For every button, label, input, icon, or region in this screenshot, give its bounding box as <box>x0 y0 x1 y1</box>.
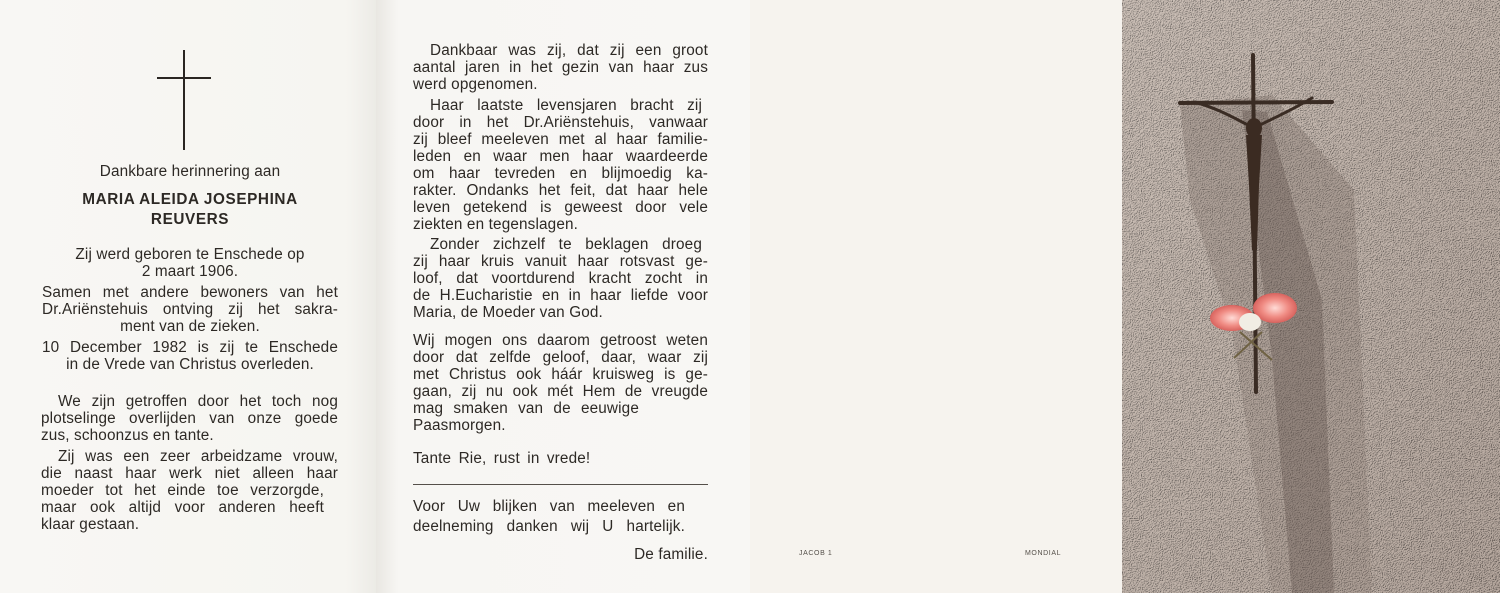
paragraph-line: die naast haar werk niet alleen haar <box>41 465 338 482</box>
paragraph-line: moeder tot het einde toe verzorgde, <box>41 482 324 499</box>
print-code: JACOB 1 <box>799 550 833 557</box>
crucifix-photo-image <box>1122 0 1500 593</box>
paragraph-line: de H.Eucharistie en in haar liefde voor <box>413 287 708 304</box>
paragraph-line: met Christus ook háár kruisweg is ge- <box>413 366 708 383</box>
paragraph-line: zij haar kruis vanuit haar rotsvast ge- <box>413 253 708 270</box>
divider <box>413 484 708 485</box>
paragraph-line: mag smaken van de eeuwige <box>413 400 639 417</box>
birth-line: Zij werd geboren te Enschede op <box>75 246 305 263</box>
name-line-1: MARIA ALEIDA JOSEPHINA <box>82 191 298 208</box>
paragraph-line: ziekten en tegenslagen. <box>413 216 579 233</box>
brand-mark: MONDIAL <box>1025 550 1062 557</box>
back-panel <box>750 0 1122 593</box>
paragraph-line: om haar tevreden en blijmoedig ka- <box>413 165 708 182</box>
paragraph-line: Wij mogen ons daarom getroost weten <box>413 332 708 349</box>
signature: De familie. <box>634 546 708 563</box>
paragraph-line: door in het Dr.Ariënstehuis, vanwaar <box>413 114 708 131</box>
paragraph-line: leden en waar men haar waardeerde <box>413 148 708 165</box>
crucifix-photo <box>1122 0 1500 593</box>
death-line: 10 December 1982 is zij te Enschede <box>42 339 338 356</box>
thanks-line: deelneming danken wij U hartelijk. <box>413 518 685 535</box>
paragraph-line: rakter. Ondanks het feit, dat haar hele <box>413 182 708 199</box>
name-line-2: REUVERS <box>150 211 230 228</box>
paragraph-line: We zijn getroffen door het toch nog <box>58 393 338 410</box>
sacrament-line: ment van de zieken. <box>120 318 260 335</box>
paragraph-line: Haar laatste levensjaren bracht zij <box>430 97 702 114</box>
paragraph-line: werd opgenomen. <box>413 76 538 93</box>
paragraph-line: zij bleef meeleven met al haar familie- <box>413 131 708 148</box>
paragraph-line: Dankbaar was zij, dat zij een groot <box>430 42 708 59</box>
birth-line: 2 maart 1906. <box>141 263 239 280</box>
paragraph-line: loof, dat voortdurend kracht zocht in <box>413 270 708 287</box>
paragraph-line: gaan, zij nu ook mét Hem de vreugde <box>413 383 708 400</box>
paragraph-line: maar ook altijd voor anderen heeft <box>41 499 324 516</box>
thanks-line: Voor Uw blijken van meeleven en <box>413 498 685 515</box>
sacrament-line: Dr.Ariënstehuis ontving zij het sakra- <box>42 301 338 318</box>
paragraph-line: klaar gestaan. <box>41 516 140 533</box>
farewell-line: Tante Rie, rust in vrede! <box>413 450 591 467</box>
left-panel <box>0 0 376 593</box>
paragraph-line: leven getekend is geweest door vele <box>413 199 708 216</box>
paragraph-line: plotselinge overlijden van onze goede <box>41 410 338 427</box>
cross-icon <box>157 50 211 150</box>
death-line: in de Vrede van Christus overleden. <box>66 356 314 373</box>
paragraph-line: Zij was een zeer arbeidzame vrouw, <box>58 448 338 465</box>
paragraph-line: zus, schoonzus en tante. <box>41 427 214 444</box>
paragraph-line: Maria, de Moeder van God. <box>413 304 603 321</box>
paragraph-line: door dat zelfde geloof, daar, waar zij <box>413 349 708 366</box>
heading: Dankbare herinnering aan <box>99 163 281 180</box>
paragraph-line: Paasmorgen. <box>413 417 506 434</box>
paragraph-line: aantal jaren in het gezin van haar zus <box>413 59 708 76</box>
paragraph-line: Zonder zichzelf te beklagen droeg <box>430 236 702 253</box>
sacrament-line: Samen met andere bewoners van het <box>42 284 338 301</box>
